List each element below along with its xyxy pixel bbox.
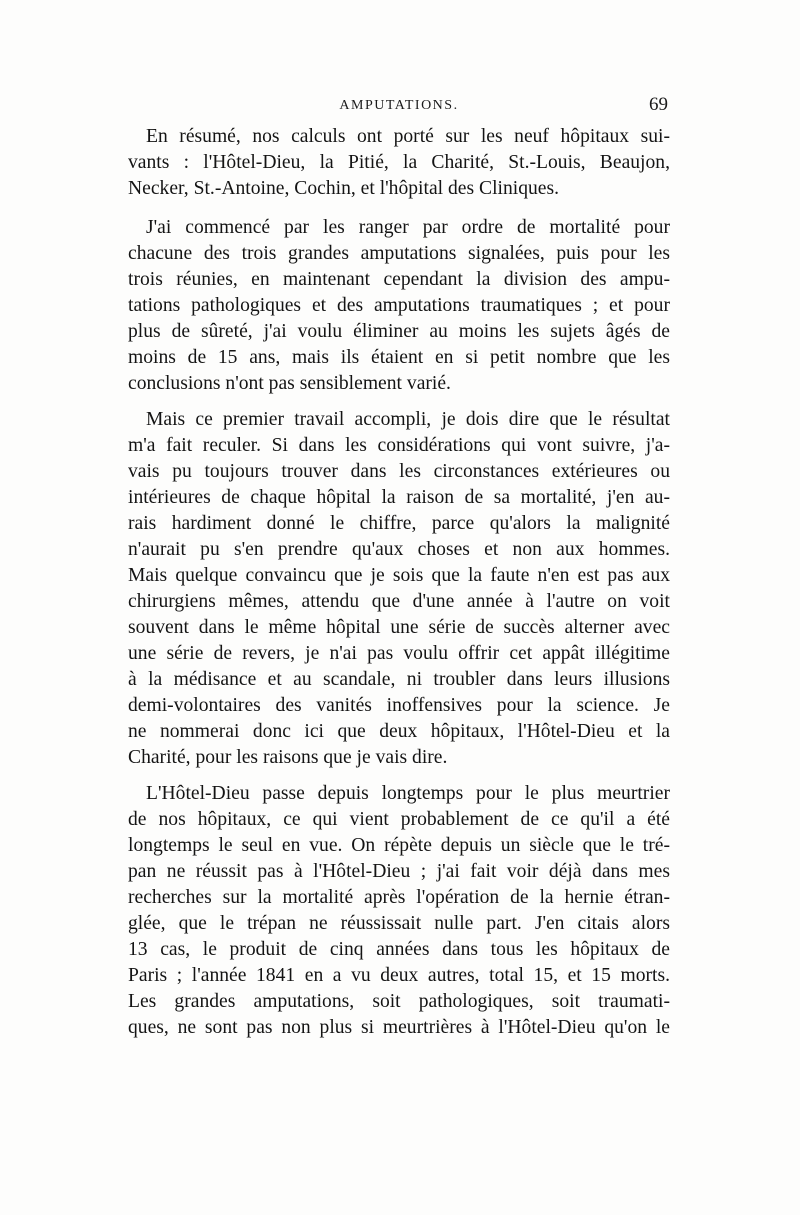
page-number: 69 [649, 94, 668, 115]
text-line: plus de sûreté, j'ai voulu éliminer au moins les sujets âgés de [128, 321, 670, 342]
running-title: AMPUTATIONS. [339, 98, 459, 113]
text-line: n'aurait pu s'en prendre qu'aux choses et non aux hommes. [128, 539, 670, 560]
text-line: Les grandes amputations, soit pathologiques, soit traumati- [128, 991, 670, 1012]
text-line: L'Hôtel-Dieu passe depuis longtemps pour le plus meurtrier [146, 783, 670, 804]
text-line: conclusions n'ont pas sensiblement varié. [128, 373, 451, 394]
paragraph [128, 124, 670, 202]
text-line: chacune des trois grandes amputations signalées, puis pour les [128, 243, 670, 264]
text-line: moins de 15 ans, mais ils étaient en si petit nombre que les [128, 347, 670, 368]
text-line: Necker, St.-Antoine, Cochin, et l'hôpital des Cliniques. [128, 178, 560, 199]
paragraph [128, 407, 670, 771]
text-line: tations pathologiques et des amputations traumatiques ; et pour [128, 295, 670, 316]
text-line: à la médisance et au scandale, ni troubler dans leurs illusions [128, 669, 670, 690]
text-line: intérieures de chaque hôpital la raison de sa mortalité, j'en au- [128, 487, 670, 508]
text-line: chirurgiens mêmes, attendu que d'une année à l'autre on voit [128, 591, 670, 612]
text-line: glée, que le trépan ne réussissait nulle part. J'en citais alors [128, 913, 670, 934]
text-line: une série de revers, je n'ai pas voulu offrir cet appât illégitime [128, 643, 670, 664]
page-header [128, 94, 670, 124]
text-line: m'a fait reculer. Si dans les considérations qui vont suivre, j'a- [128, 435, 670, 456]
text-line: vants : l'Hôtel-Dieu, la Pitié, la Charité, St.-Louis, Beaujon, [128, 152, 670, 173]
text-line: pan ne réussit pas à l'Hôtel-Dieu ; j'ai fait voir déjà dans mes [128, 861, 670, 882]
text-line: Mais quelque convaincu que je sois que la faute n'en est pas aux [128, 565, 670, 586]
text-line: demi-volontaires des vanités inoffensives pour la science. Je [128, 695, 670, 716]
paragraph [128, 781, 670, 1041]
text-line: souvent dans le même hôpital une série de succès alterner avec [128, 617, 670, 638]
text-line: recherches sur la mortalité après l'opération de la hernie étran- [128, 887, 670, 908]
text-line: 13 cas, le produit de cinq années dans tous les hôpitaux de [128, 939, 670, 960]
text-line: ques, ne sont pas non plus si meurtrières à l'Hôtel-Dieu qu'on le [128, 1017, 670, 1038]
text-line: En résumé, nos calculs ont porté sur les neuf hôpitaux sui- [146, 126, 670, 147]
text-line: J'ai commencé par les ranger par ordre de mortalité pour [146, 217, 670, 238]
text-line: ne nommerai donc ici que deux hôpitaux, l'Hôtel-Dieu et la [128, 721, 670, 742]
paragraph [128, 215, 670, 397]
text-line: Paris ; l'année 1841 en a vu deux autres, total 15, et 15 morts. [128, 965, 670, 986]
text-line: longtemps le seul en vue. On répète depuis un siècle que le tré- [128, 835, 670, 856]
body-text [128, 124, 670, 1046]
text-line: Mais ce premier travail accompli, je dois dire que le résultat [146, 409, 670, 430]
text-line: vais pu toujours trouver dans les circonstances extérieures ou [128, 461, 670, 482]
text-line: trois réunies, en maintenant cependant la division des ampu- [128, 269, 670, 290]
text-line: rais hardiment donné le chiffre, parce qu'alors la malignité [128, 513, 670, 534]
text-line: de nos hôpitaux, ce qui vient probablement de ce qu'il a été [128, 809, 670, 830]
text-line: Charité, pour les raisons que je vais dire. [128, 747, 448, 768]
